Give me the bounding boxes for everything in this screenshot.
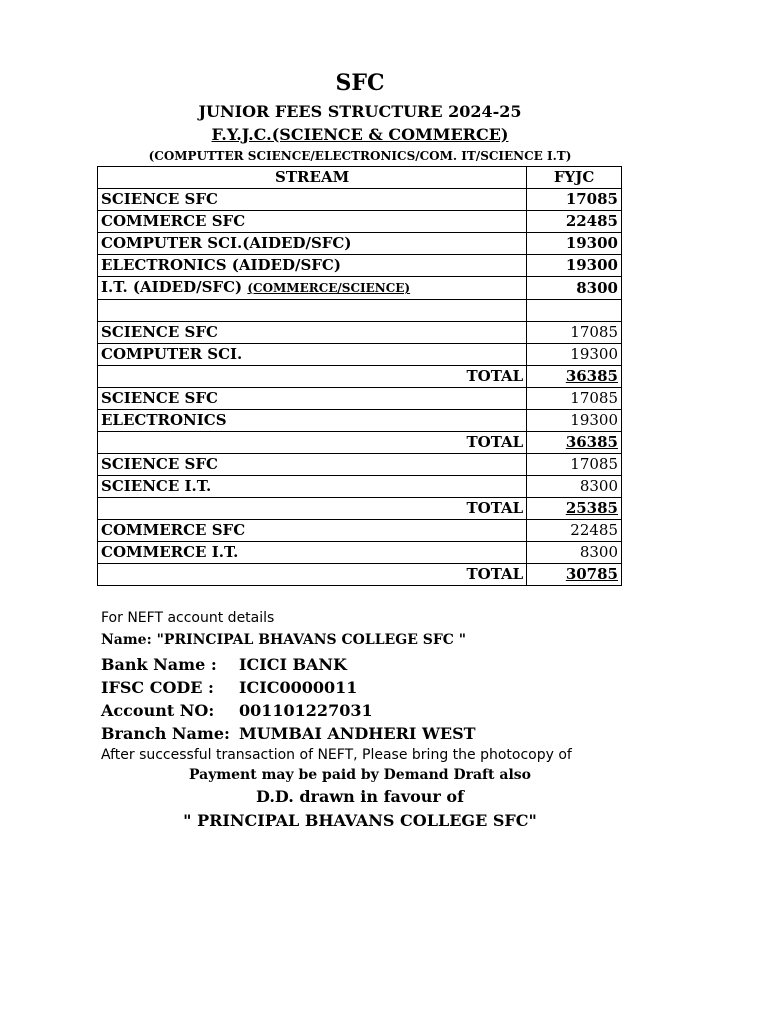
amount-cell: 17085 (527, 388, 622, 410)
table-row (98, 476, 622, 498)
total-value: 25385 (527, 498, 622, 520)
amount-cell: 22485 (527, 520, 622, 542)
amount-cell: 8300 (527, 542, 622, 564)
total-label: TOTAL (98, 564, 527, 586)
total-row (98, 498, 622, 520)
course-heading: F.Y.J.C.(SCIENCE & COMMERCE) (211, 125, 509, 144)
table-row (98, 233, 622, 255)
neft-intro-text: For NEFT account details (101, 610, 275, 626)
amount-cell: 19300 (527, 344, 622, 366)
account-number-row (101, 701, 373, 720)
stream-cell: COMPUTER SCI. (98, 344, 527, 366)
empty-cell (98, 300, 527, 322)
stream-cell: COMMERCE SFC (98, 520, 527, 542)
fees-table (97, 166, 622, 586)
total-value: 36385 (527, 366, 622, 388)
stream-note: (COMMERCE/SCIENCE) (247, 281, 411, 295)
bank-name-row (101, 655, 347, 674)
table-row (98, 520, 622, 542)
empty-row (98, 300, 622, 322)
total-row (98, 366, 622, 388)
account-number-label: Account NO: (101, 701, 215, 720)
table-header-row (98, 167, 622, 189)
total-row (98, 432, 622, 454)
account-name-line: Name: "PRINCIPAL BHAVANS COLLEGE SFC " (101, 632, 467, 648)
table-row (98, 322, 622, 344)
branch-value: MUMBAI ANDHERI WEST (239, 724, 476, 743)
stream-cell: ELECTRONICS (98, 410, 527, 432)
table-row (98, 211, 622, 233)
stream-cell: ELECTRONICS (AIDED/SFC) (98, 255, 527, 277)
stream-name: I.T. (AIDED/SFC) (101, 278, 243, 296)
stream-cell: COMMERCE I.T. (98, 542, 527, 564)
stream-cell: SCIENCE SFC (98, 322, 527, 344)
total-label: TOTAL (98, 432, 527, 454)
amount-cell: 8300 (527, 277, 622, 300)
bank-name-label: Bank Name : (101, 655, 217, 674)
stream-cell: SCIENCE SFC (98, 189, 527, 211)
amount-cell: 19300 (527, 410, 622, 432)
amount-cell: 17085 (527, 322, 622, 344)
table-row (98, 344, 622, 366)
amount-cell: 8300 (527, 476, 622, 498)
amount-cell: 19300 (527, 255, 622, 277)
amount-cell: 19300 (527, 233, 622, 255)
demand-draft-note: Payment may be paid by Demand Draft also (188, 767, 532, 783)
total-label: TOTAL (98, 498, 527, 520)
after-transaction-note: After successful transaction of NEFT, Please bring the photocopy of (101, 747, 572, 763)
stream-list-heading: (COMPUTTER SCIENCE/ELECTRONICS/COM. IT/SCIENCE I.T) (148, 149, 572, 163)
account-number-value: 001101227031 (239, 701, 373, 720)
total-value: 30785 (527, 564, 622, 586)
table-row (98, 255, 622, 277)
branch-row (101, 724, 476, 743)
ifsc-value: ICIC0000011 (239, 678, 358, 697)
table-row (98, 388, 622, 410)
stream-cell: SCIENCE SFC (98, 454, 527, 476)
table-row (98, 542, 622, 564)
stream-cell: COMPUTER SCI.(AIDED/SFC) (98, 233, 527, 255)
bank-name-value: ICICI BANK (239, 655, 347, 674)
table-row (98, 410, 622, 432)
amount-cell: 17085 (527, 454, 622, 476)
table-row (98, 277, 622, 300)
page-subtitle: JUNIOR FEES STRUCTURE 2024-25 (198, 102, 522, 121)
empty-cell (527, 300, 622, 322)
stream-cell: SCIENCE SFC (98, 388, 527, 410)
stream-cell: SCIENCE I.T. (98, 476, 527, 498)
total-row (98, 564, 622, 586)
total-label: TOTAL (98, 366, 527, 388)
page-title: SFC (335, 70, 385, 96)
table-row (98, 189, 622, 211)
dd-payee-name: " PRINCIPAL BHAVANS COLLEGE SFC" (183, 811, 537, 830)
branch-label: Branch Name: (101, 724, 230, 743)
stream-cell: COMMERCE SFC (98, 211, 527, 233)
stream-cell (98, 277, 527, 300)
column-header-stream: STREAM (98, 167, 527, 189)
dd-favour-heading: D.D. drawn in favour of (256, 787, 464, 806)
column-header-fyjc: FYJC (527, 167, 622, 189)
ifsc-label: IFSC CODE : (101, 678, 214, 697)
amount-cell: 22485 (527, 211, 622, 233)
total-value: 36385 (527, 432, 622, 454)
table-row (98, 454, 622, 476)
amount-cell: 17085 (527, 189, 622, 211)
ifsc-row (101, 678, 357, 697)
